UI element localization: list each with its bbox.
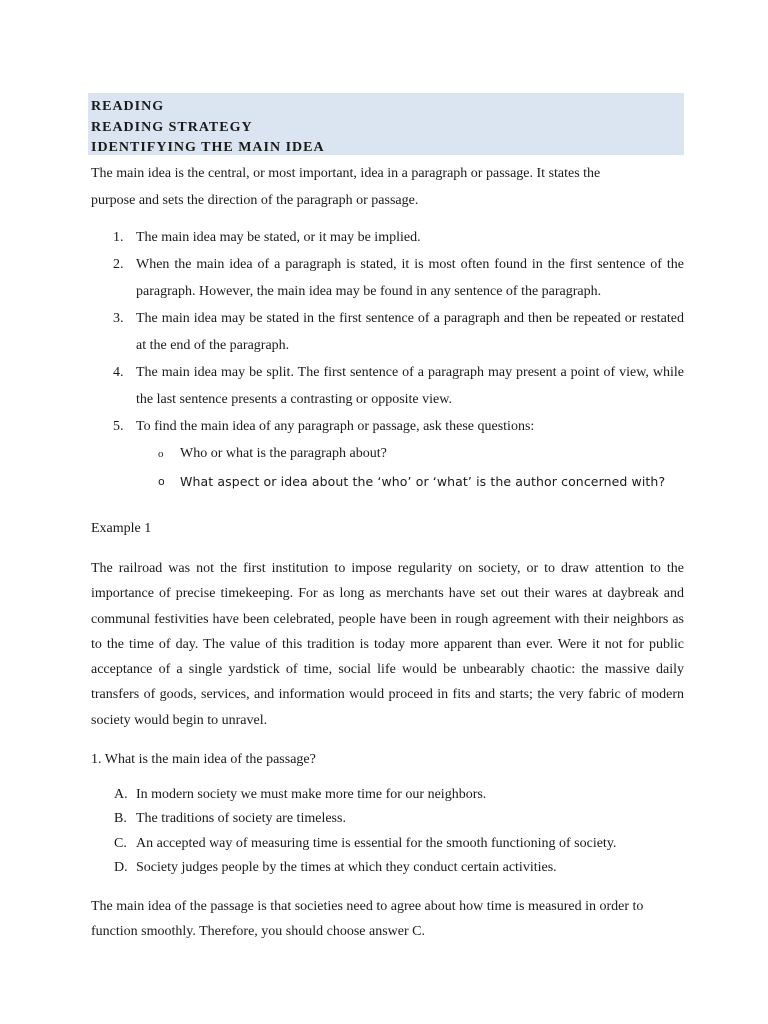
example-heading: Example 1 (91, 521, 152, 536)
main-idea-points-list (88, 224, 684, 440)
choice-text: In modern society we must make more time for our neighbors. (136, 787, 487, 803)
choice-text: Society judges people by the times at which they conduct certain activities. (136, 859, 557, 875)
sub-question-item (88, 468, 684, 496)
intro-line-2: purpose and sets the direction of the paragraph or passage. (91, 193, 419, 208)
section-header (88, 93, 684, 155)
answer-line-2: function smoothly. Therefore, you should choose answer C. (91, 923, 425, 939)
list-item-number: 2. (113, 257, 124, 272)
header-subject: READING (91, 99, 165, 114)
choice-text: The traditions of society are timeless. (136, 811, 346, 827)
list-item-text: The main idea may be split. The first sentence of a paragraph may present a point of view, while the last sentence presents a contrasting or opposite view. (136, 365, 684, 407)
answer-choice (88, 832, 684, 856)
list-item (88, 359, 684, 413)
choice-letter: A. (114, 787, 128, 803)
answer-line-1: The main idea of the passage is that societies need to agree about how time is measured in order to (91, 899, 644, 915)
sub-question-text: What aspect or idea about the ‘who’ or ‘what’ is the author concerned with? (180, 474, 666, 489)
choice-text: An accepted way of measuring time is essential for the smooth functioning of society. (136, 835, 617, 851)
answer-explanation (91, 895, 684, 944)
bullet-icon: o (158, 475, 165, 488)
example-passage: The railroad was not the first institution to impose regularity on society, or to draw attention to the importance of precise timekeeping. For as long as merchants have set out their wares at daybreak and communal festivities have been celebrated, people have been in rough agreement with their neighbors as to the time of day. The value of this tradition is today more apparent than ever. Were it not for public acceptance of a single yardstick of time, social life would be unbearably chaotic: the massive daily transfers of goods, services, and information would proceed in fits and starts; the very fabric of modern society would begin to unravel. (91, 561, 684, 728)
choice-letter: B. (114, 811, 127, 827)
list-item-number: 4. (113, 365, 124, 380)
document-page (88, 93, 684, 944)
answer-choice (88, 856, 684, 880)
list-item-number: 3. (113, 311, 124, 326)
sub-question-text: Who or what is the paragraph about? (180, 446, 387, 461)
list-item-text: When the main idea of a paragraph is stated, it is most often found in the first sentence of the paragraph. However, the main idea may be found in any sentence of the paragraph. (136, 257, 684, 299)
sub-question-item (88, 440, 684, 468)
sub-questions-list (88, 440, 684, 496)
header-topic: IDENTIFYING THE MAIN IDEA (91, 140, 325, 155)
list-item (88, 305, 684, 359)
list-item (88, 224, 684, 251)
list-item (88, 413, 684, 440)
list-item-text: The main idea may be stated in the first sentence of a paragraph and then be repeated or restated at the end of the paragraph. (136, 311, 684, 353)
answer-choice (88, 807, 684, 831)
answer-choice (88, 783, 684, 807)
example-question: 1. What is the main idea of the passage? (91, 752, 316, 768)
list-item (88, 251, 684, 305)
answer-choices-list (88, 783, 684, 880)
list-item-text: To find the main idea of any paragraph or passage, ask these questions: (136, 419, 535, 434)
header-strategy: READING STRATEGY (91, 119, 253, 135)
list-item-text: The main idea may be stated, or it may be implied. (136, 230, 421, 245)
intro-line-1: The main idea is the central, or most important, idea in a paragraph or passage. It states the (91, 166, 601, 181)
intro-paragraph (91, 160, 684, 214)
choice-letter: C. (114, 835, 127, 851)
bullet-icon: o (158, 448, 164, 460)
choice-letter: D. (114, 859, 128, 875)
list-item-number: 1. (113, 230, 124, 245)
list-item-number: 5. (113, 419, 124, 434)
